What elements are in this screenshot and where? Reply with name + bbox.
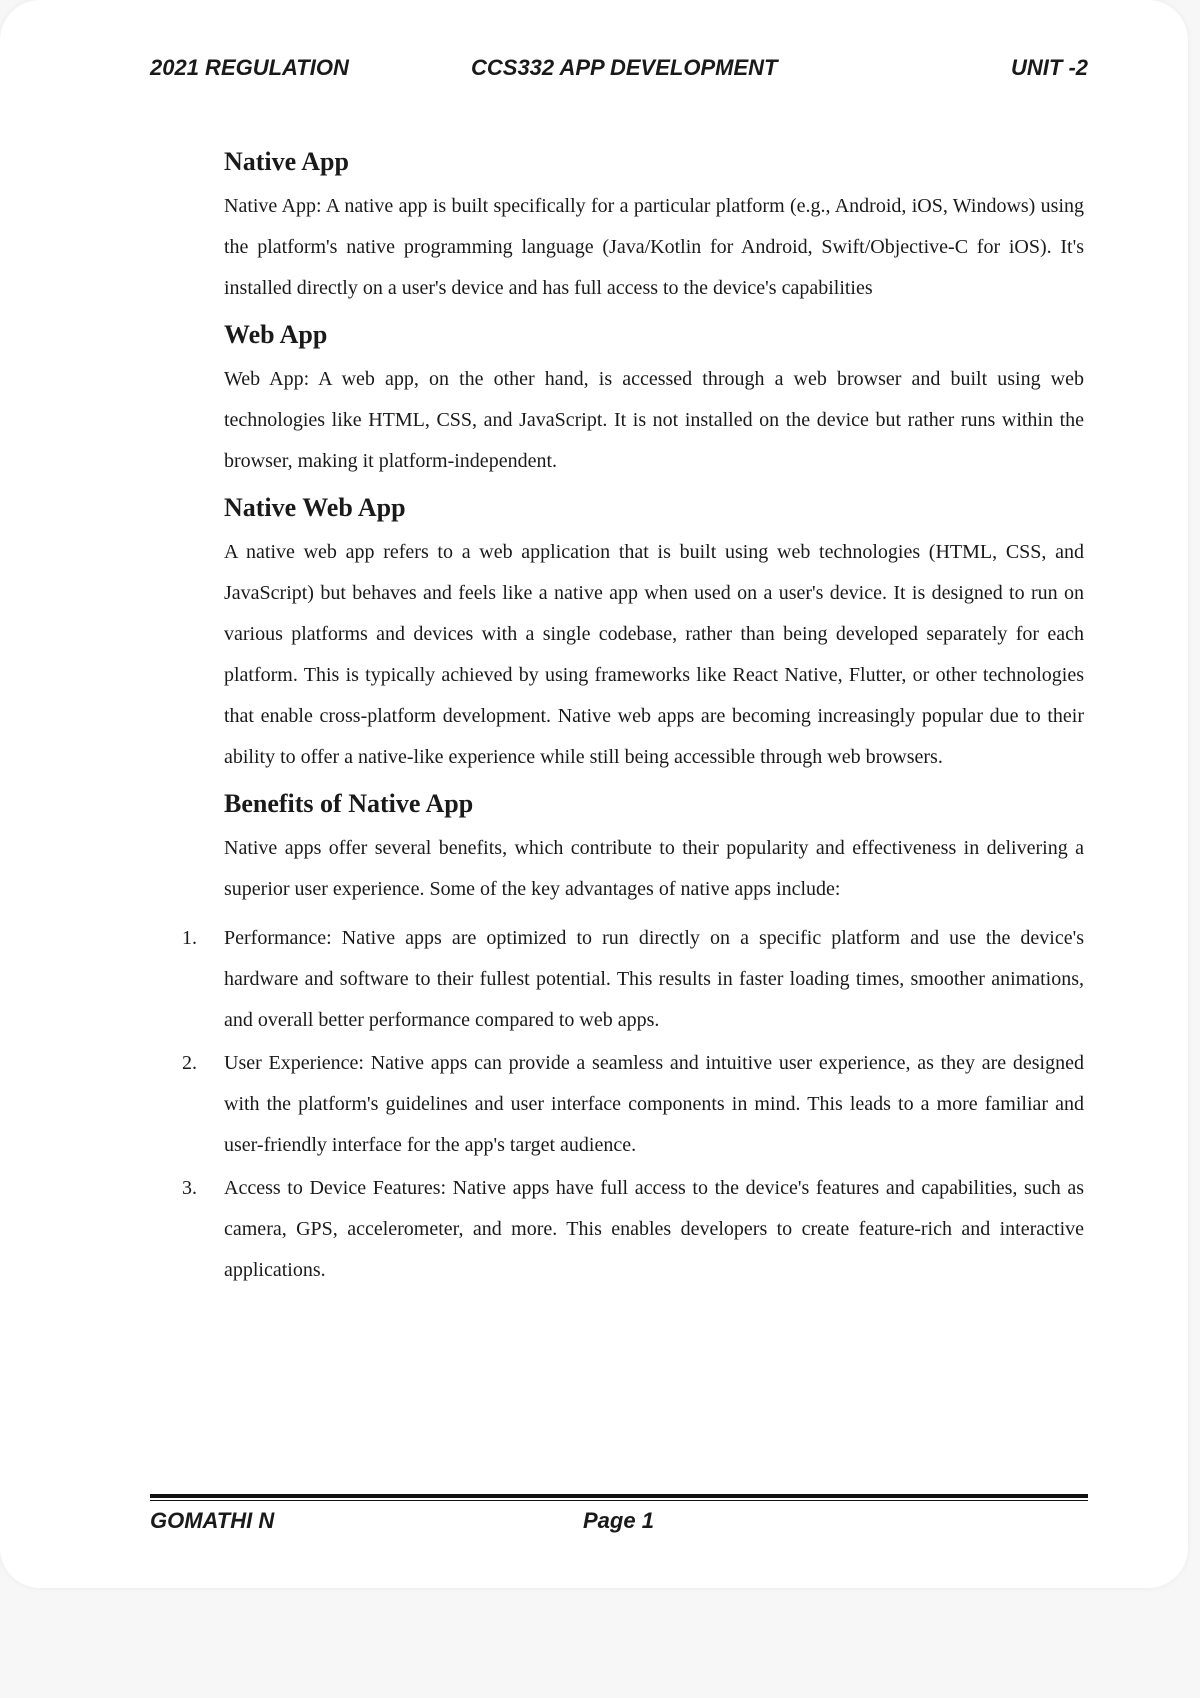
list-item-text: Access to Device Features: Native apps have full access to the device's features and capabilities, such as camera, GPS, accelerometer, and more. This enables developers to create feature-rich and interactive applications.: [224, 1177, 1084, 1281]
header-unit: UNIT -2: [1011, 55, 1088, 80]
section-web-app: [224, 317, 1084, 482]
section-paragraph: Native App: A native app is built specifically for a particular platform (e.g., Android, iOS, Windows) using the platform's native programming language (Java/Kotlin for Android, Swift/Objective-C for iOS). It's installed directly on a user's device and has full access to the device's capabilities: [224, 195, 1084, 299]
section-benefits-of-native-app: [182, 786, 1084, 1291]
section-native-app: [224, 144, 1084, 309]
list-item-number: 1.: [182, 927, 197, 949]
page-footer: [150, 1508, 1088, 1538]
section-paragraph: A native web app refers to a web application that is built using web technologies (HTML, CSS, and JavaScript) but behaves and feels like a native app when used on a user's device. It is designed to run on various platforms and devices with a single codebase, rather than being developed separately for each platform. This is typically achieved by using frameworks like React Native, Flutter, or other technologies that enable cross-platform development. Native web apps are becoming increasingly popular due to their ability to offer a native-like experience while still being accessible through web browsers.: [224, 541, 1084, 768]
list-item-text: Performance: Native apps are optimized to run directly on a specific platform and use the device's hardware and software to their fullest potential. This results in faster loading times, smoother animations, and overall better performance compared to web apps.: [224, 927, 1084, 1031]
footer-divider-thin: [150, 1500, 1088, 1501]
header-regulation: 2021 REGULATION: [150, 55, 349, 80]
section-native-web-app: [224, 490, 1084, 778]
header-course-title: CCS332 APP DEVELOPMENT: [471, 55, 778, 80]
page-header: [150, 55, 1088, 85]
list-item-number: 3.: [182, 1177, 197, 1199]
section-paragraph: Web App: A web app, on the other hand, is accessed through a web browser and built using web technologies like HTML, CSS, and JavaScript. It is not installed on the device but rather runs within the browser, making it platform-independent.: [224, 368, 1084, 472]
list-item-number: 2.: [182, 1052, 197, 1074]
section-heading: Benefits of Native App: [224, 789, 474, 818]
section-heading: Native Web App: [224, 493, 406, 522]
list-item: [182, 918, 1084, 1041]
section-heading: Native App: [224, 147, 349, 176]
section-paragraph: Native apps offer several benefits, which contribute to their popularity and effectiveness in delivering a superior user experience. Some of the key advantages of native apps include:: [224, 837, 1084, 900]
footer-author: GOMATHI N: [150, 1508, 275, 1533]
list-item: [182, 1043, 1084, 1166]
footer-divider-thick: [150, 1494, 1088, 1498]
section-heading: Web App: [224, 320, 328, 349]
page-content: [182, 144, 1084, 1293]
benefits-list: [182, 918, 1084, 1291]
list-item: [182, 1168, 1084, 1291]
footer-page-number: Page 1: [583, 1508, 654, 1533]
list-item-text: User Experience: Native apps can provide a seamless and intuitive user experience, as they are designed with the platform's guidelines and user interface components in mind. This leads to a more familiar and user-friendly interface for the app's target audience.: [224, 1052, 1084, 1156]
